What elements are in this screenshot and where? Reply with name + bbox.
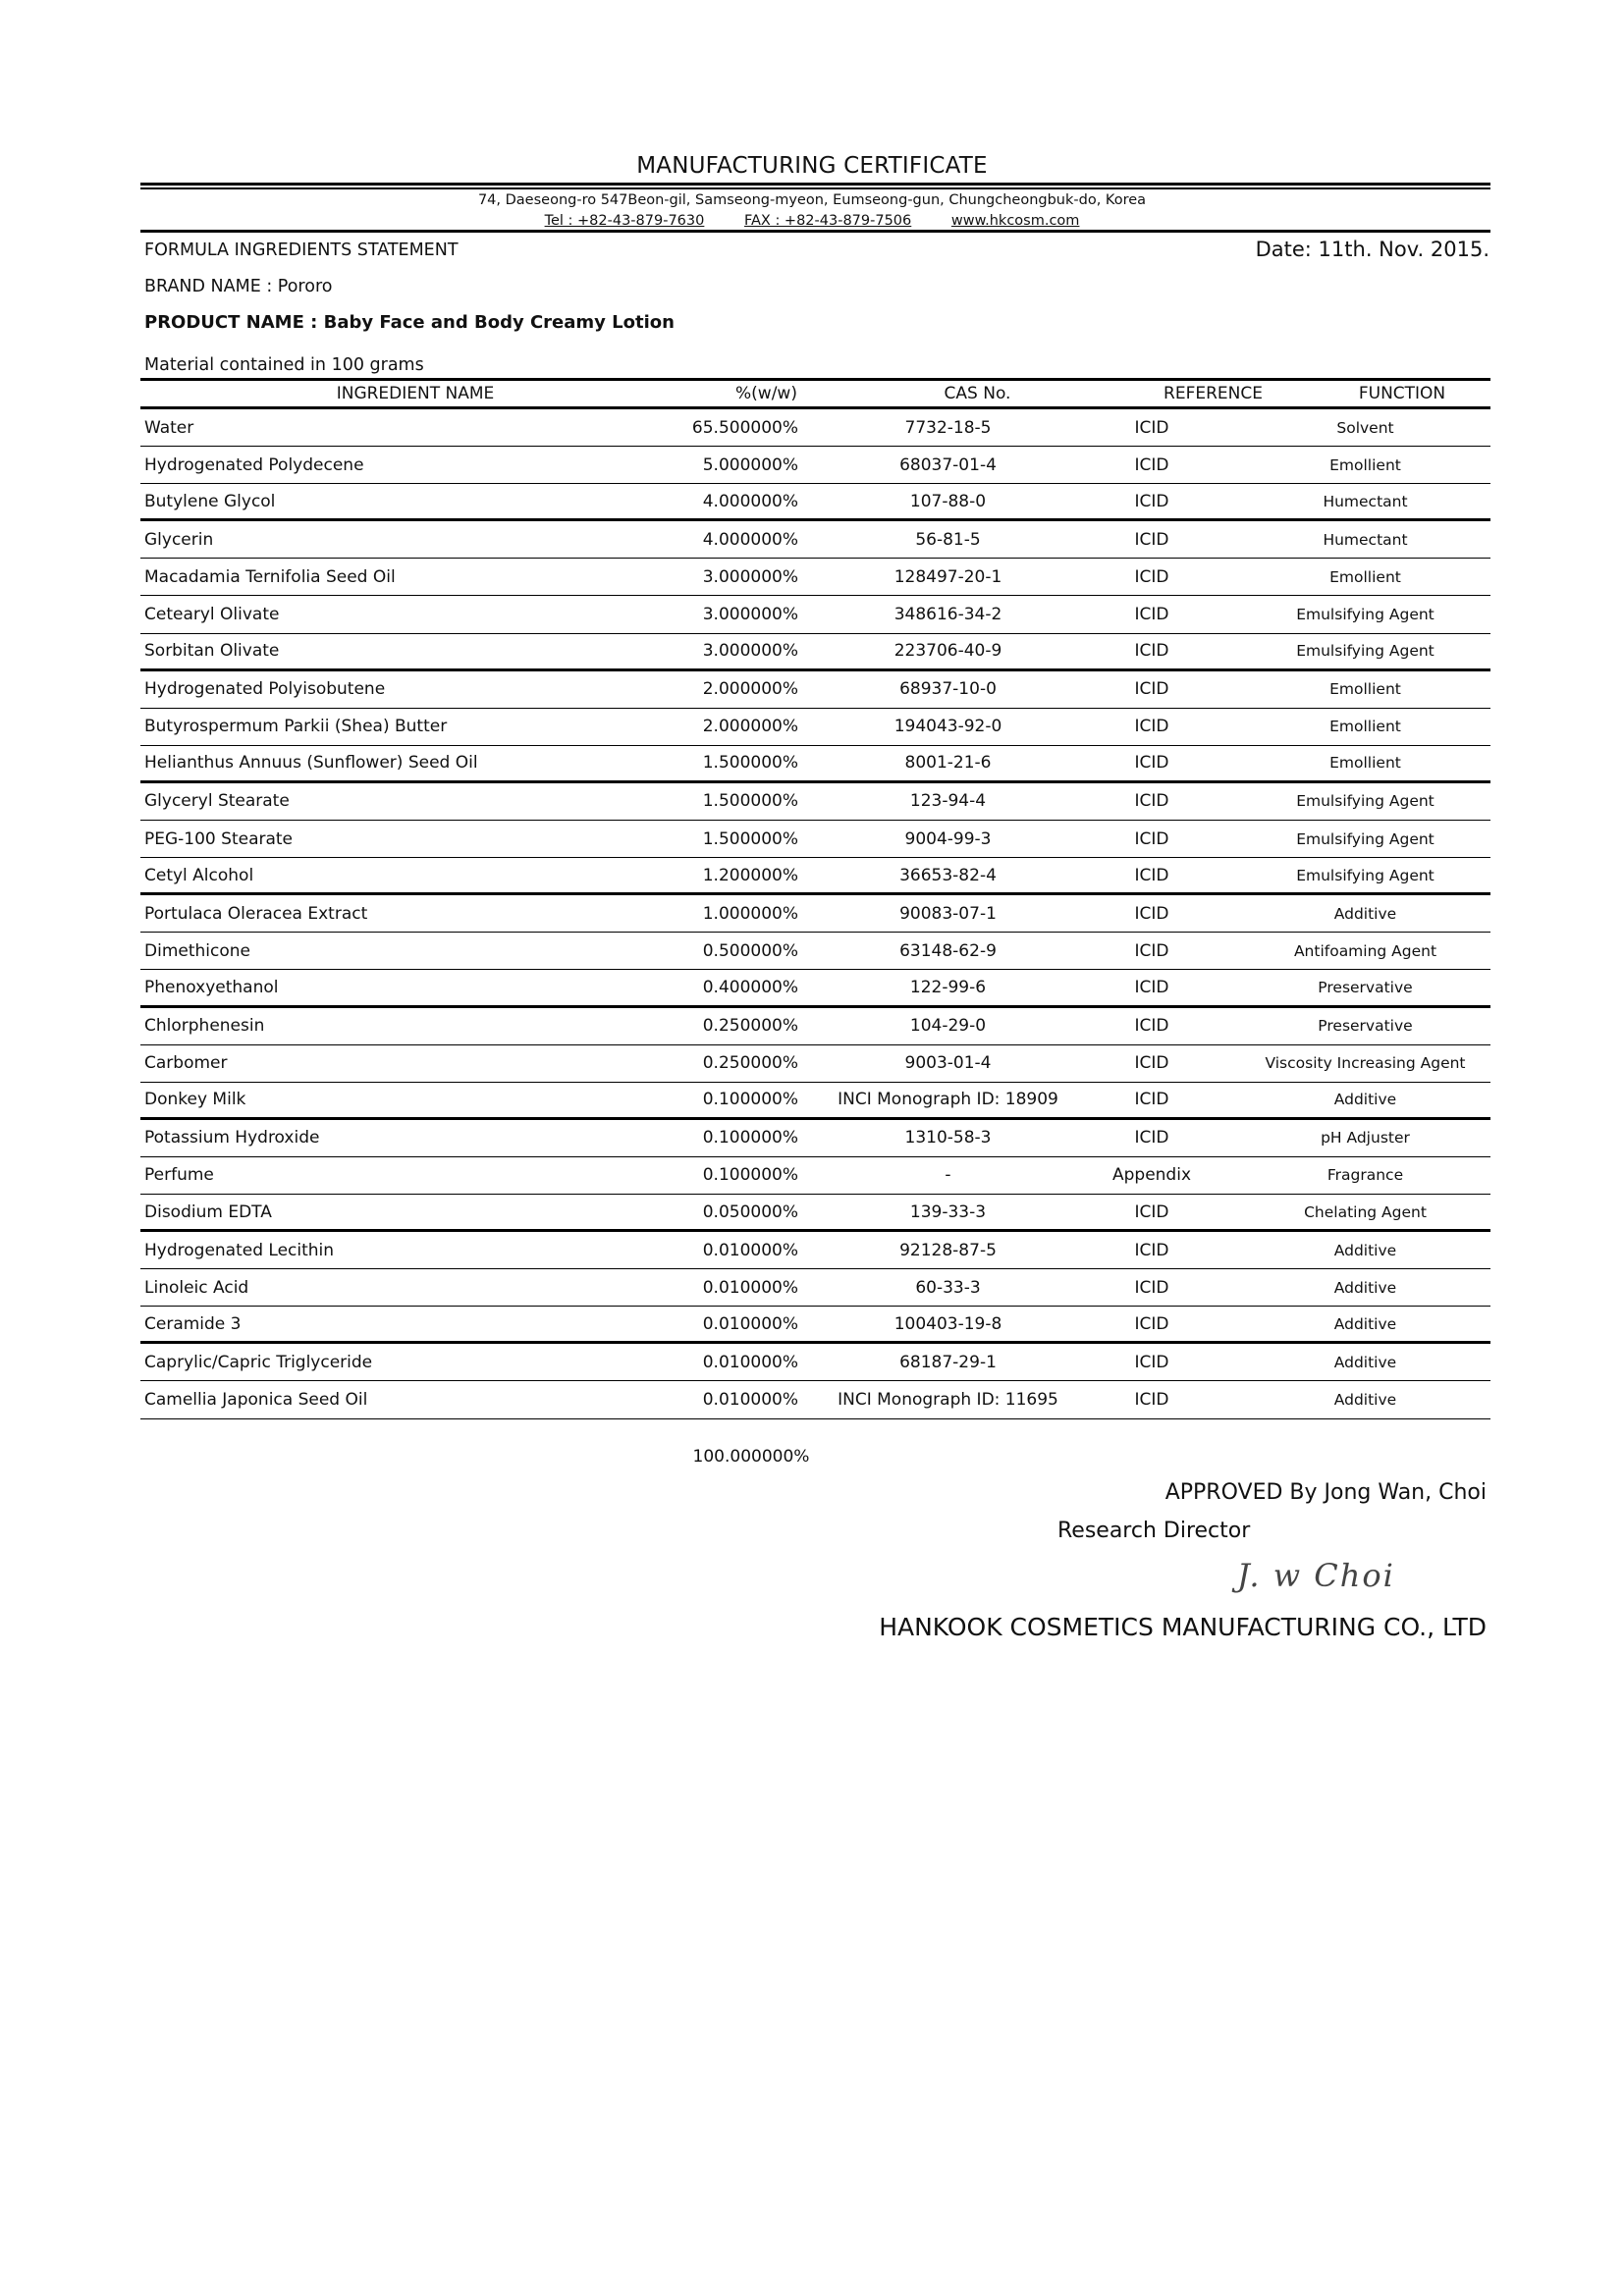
ingredient-reference: ICID [1134,529,1169,550]
table-row [140,1232,1490,1269]
ingredient-name: Dimethicone [144,940,250,961]
table-row [140,1045,1490,1083]
ingredient-reference: ICID [1134,1277,1169,1298]
ingredient-cas: 63148-62-9 [899,940,997,961]
ingredient-name: Chlorphenesin [144,1016,265,1037]
table-row [140,1008,1490,1045]
table-row [140,709,1490,746]
ingredient-percent: 3.000000% [702,605,798,625]
ingredient-name: Donkey Milk [144,1090,246,1110]
column-header-reference: REFERENCE [1164,384,1263,403]
table-row [140,1269,1490,1307]
ingredient-function: Humectant [1323,492,1408,510]
document-title: MANUFACTURING CERTIFICATE [636,153,988,179]
ingredient-name: Ceramide 3 [144,1313,242,1334]
ingredient-cas: 92128-87-5 [899,1240,997,1260]
ingredient-name: Water [144,417,194,438]
ingredient-cas: 90083-07-1 [899,903,997,924]
table-row [140,933,1490,970]
ingredient-function: Additive [1333,1091,1397,1109]
ingredient-percent: 0.010000% [702,1352,798,1372]
ingredient-cas: 68187-29-1 [899,1352,997,1372]
ingredient-percent: 0.050000% [702,1201,798,1222]
fax-number: FAX : +82-43-879-7506 [743,213,912,229]
ingredient-reference: ICID [1134,717,1169,737]
table-row [140,783,1490,821]
ingredient-function: Fragrance [1326,1166,1404,1185]
column-header-cas: CAS No. [944,384,1011,403]
ingredient-reference: ICID [1134,566,1169,587]
ingredient-cas: 104-29-0 [909,1016,987,1037]
table-row [140,1120,1490,1157]
table-row [140,447,1490,484]
ingredient-reference: ICID [1134,417,1169,438]
table-row [140,1381,1490,1418]
ingredient-percent: 65.500000% [691,417,798,438]
ingredient-function: Emulsifying Agent [1296,829,1435,848]
ingredient-function: Additive [1333,1390,1397,1409]
ingredient-name: Carbomer [144,1053,228,1074]
ingredient-function: Additive [1333,1278,1397,1297]
ingredient-name: Phenoxyethanol [144,977,279,997]
header-double-rule-bottom [140,187,1490,189]
ingredient-reference: ICID [1134,791,1169,812]
ingredient-reference: ICID [1134,865,1169,885]
certificate-date: Date: 11th. Nov. 2015. [1255,238,1489,261]
ingredient-percent: 0.400000% [702,977,798,997]
ingredient-function: Emollient [1329,567,1401,586]
ingredient-cas: 8001-21-6 [904,753,992,774]
ingredient-reference: ICID [1134,1053,1169,1074]
ingredient-name: Hydrogenated Lecithin [144,1240,335,1260]
ingredient-percent: 1.500000% [702,828,798,849]
approver-role: Research Director [1057,1519,1251,1543]
ingredient-cas: 1310-58-3 [904,1128,992,1148]
ingredient-reference: ICID [1134,605,1169,625]
ingredient-percent: 0.010000% [702,1240,798,1260]
ingredient-percent: 0.100000% [702,1165,798,1186]
table-row [140,858,1490,895]
ingredient-percent: 2.000000% [702,679,798,700]
table-row [140,409,1490,447]
ingredient-name: Butyrospermum Parkii (Shea) Butter [144,717,448,737]
company-name: HANKOOK COSMETICS MANUFACTURING CO., LTD [879,1613,1487,1641]
ingredient-percent: 0.250000% [702,1016,798,1037]
ingredient-reference: ICID [1134,491,1169,511]
ingredient-function: Emollient [1329,455,1401,474]
ingredient-cas: 123-94-4 [909,791,987,812]
table-body [140,409,1490,1419]
ingredient-function: Viscosity Increasing Agent [1265,1054,1466,1073]
ingredient-reference: ICID [1134,903,1169,924]
table-row [140,1307,1490,1344]
ingredient-reference: ICID [1134,940,1169,961]
ingredient-percent: 0.010000% [702,1277,798,1298]
ingredient-name: Sorbitan Olivate [144,641,280,662]
ingredient-percent: 0.010000% [702,1389,798,1410]
company-address: 74, Daeseong-ro 547Beon-gil, Samseong-myeon, Eumseong-gun, Chungcheongbuk-do, Korea [477,192,1147,208]
ingredient-percent: 0.100000% [702,1128,798,1148]
table-row [140,559,1490,596]
table-row [140,895,1490,933]
header-double-rule-top [140,183,1490,186]
ingredient-percent: 0.250000% [702,1053,798,1074]
ingredient-name: Linoleic Acid [144,1277,249,1298]
ingredient-name: Cetearyl Olivate [144,605,280,625]
ingredient-cas: 68937-10-0 [899,679,997,700]
contact-line [0,213,1624,229]
ingredient-cas: 36653-82-4 [899,865,997,885]
ingredient-percent: 2.000000% [702,717,798,737]
ingredient-percent: 0.010000% [702,1313,798,1334]
ingredient-reference: ICID [1134,1389,1169,1410]
ingredient-percent: 1.500000% [702,753,798,774]
ingredient-name: Macadamia Ternifolia Seed Oil [144,566,396,587]
ingredient-cas: 100403-19-8 [893,1313,1002,1334]
ingredient-name: Potassium Hydroxide [144,1128,320,1148]
header-rule [140,230,1490,233]
ingredient-reference: ICID [1134,1201,1169,1222]
ingredient-cas: - [945,1165,951,1186]
ingredient-name: Camellia Japonica Seed Oil [144,1389,368,1410]
ingredient-reference: ICID [1134,753,1169,774]
ingredient-percent: 1.200000% [702,865,798,885]
ingredient-percent: 1.500000% [702,791,798,812]
ingredient-cas: INCI Monograph ID: 11695 [838,1389,1058,1410]
ingredient-function: Emollient [1329,718,1401,736]
table-row [140,1157,1490,1195]
ingredient-name: Butylene Glycol [144,491,276,511]
ingredient-reference: ICID [1134,828,1169,849]
ingredient-name: Glycerin [144,529,214,550]
ingredient-cas: 139-33-3 [909,1201,987,1222]
ingredient-function: Additive [1333,904,1397,923]
ingredient-cas: 128497-20-1 [893,566,1002,587]
ingredient-percent: 0.100000% [702,1090,798,1110]
ingredient-function: Solvent [1336,418,1394,437]
ingredient-reference: ICID [1134,1090,1169,1110]
ingredient-percent: 0.500000% [702,940,798,961]
ingredient-reference: ICID [1134,1016,1169,1037]
ingredient-function: Emulsifying Agent [1296,866,1435,884]
ingredient-name: Hydrogenated Polyisobutene [144,679,386,700]
ingredient-reference: Appendix [1111,1165,1192,1186]
ingredient-reference: ICID [1134,454,1169,475]
table-row [140,970,1490,1007]
ingredient-cas: 7732-18-5 [904,417,992,438]
ingredient-reference: ICID [1134,641,1169,662]
ingredient-reference: ICID [1134,1240,1169,1260]
total-percent: 100.000000% [692,1447,810,1467]
ingredient-cas: 9004-99-3 [904,828,992,849]
ingredient-function: Additive [1333,1353,1397,1371]
ingredient-cas: 223706-40-9 [893,641,1002,662]
ingredient-name: Caprylic/Capric Triglyceride [144,1352,373,1372]
ingredient-name: Glyceryl Stearate [144,791,290,812]
ingredients-table [140,378,1490,1419]
column-header-ingredient: INGREDIENT NAME [336,384,495,403]
statement-heading: FORMULA INGREDIENTS STATEMENT [144,240,459,260]
ingredient-function: Preservative [1318,978,1413,996]
ingredient-name: Cetyl Alcohol [144,865,254,885]
table-row [140,634,1490,671]
ingredient-percent: 4.000000% [702,529,798,550]
table-row [140,521,1490,559]
product-name: PRODUCT NAME : Baby Face and Body Creamy Lotion [144,312,675,333]
ingredient-percent: 3.000000% [702,566,798,587]
ingredient-reference: ICID [1134,679,1169,700]
ingredient-function: Preservative [1318,1017,1413,1036]
ingredient-function: Chelating Agent [1304,1202,1427,1221]
ingredient-function: Emulsifying Agent [1296,792,1435,811]
brand-name: BRAND NAME : Pororo [144,277,333,296]
ingredient-percent: 3.000000% [702,641,798,662]
table-row [140,746,1490,783]
approved-by: APPROVED By Jong Wan, Choi [1164,1480,1487,1505]
ingredient-name: Portulaca Oleracea Extract [144,903,368,924]
ingredient-percent: 1.000000% [702,903,798,924]
ingredient-function: Additive [1333,1241,1397,1259]
ingredient-cas: 122-99-6 [909,977,987,997]
ingredient-name: PEG-100 Stearate [144,828,294,849]
phone-number: Tel : +82-43-879-7630 [544,213,705,229]
ingredient-cas: 68037-01-4 [899,454,997,475]
table-row [140,671,1490,709]
ingredient-cas: INCI Monograph ID: 18909 [838,1090,1058,1110]
table-header [140,378,1490,409]
website-link[interactable]: www.hkcosm.com [950,213,1080,229]
ingredient-name: Perfume [144,1165,214,1186]
ingredient-function: Emollient [1329,680,1401,699]
ingredient-cas: 194043-92-0 [893,717,1002,737]
ingredient-percent: 4.000000% [702,491,798,511]
column-header-function: FUNCTION [1358,384,1446,403]
ingredient-cas: 107-88-0 [909,491,987,511]
ingredient-function: Emulsifying Agent [1296,642,1435,661]
column-header-percent: %(w/w) [735,384,797,403]
table-row [140,821,1490,858]
table-row [140,1344,1490,1381]
ingredient-reference: ICID [1134,1352,1169,1372]
ingredient-function: Additive [1333,1314,1397,1333]
table-row [140,1083,1490,1120]
material-basis: Material contained in 100 grams [144,355,424,375]
ingredient-reference: ICID [1134,1313,1169,1334]
ingredient-function: pH Adjuster [1321,1129,1410,1148]
signature: J. w Choi [1237,1557,1395,1594]
ingredient-cas: 56-81-5 [915,529,981,550]
ingredient-name: Helianthus Annuus (Sunflower) Seed Oil [144,753,478,774]
table-row [140,484,1490,521]
table-row [140,596,1490,633]
ingredient-cas: 348616-34-2 [893,605,1002,625]
ingredient-cas: 60-33-3 [915,1277,981,1298]
ingredient-reference: ICID [1134,1128,1169,1148]
ingredient-name: Disodium EDTA [144,1201,272,1222]
ingredient-function: Emulsifying Agent [1296,606,1435,624]
ingredient-reference: ICID [1134,977,1169,997]
ingredient-function: Emollient [1329,754,1401,773]
ingredient-function: Humectant [1323,530,1408,549]
ingredient-percent: 5.000000% [702,454,798,475]
ingredient-cas: 9003-01-4 [904,1053,992,1074]
ingredient-function: Antifoaming Agent [1293,941,1437,960]
ingredient-name: Hydrogenated Polydecene [144,454,364,475]
table-row [140,1195,1490,1232]
